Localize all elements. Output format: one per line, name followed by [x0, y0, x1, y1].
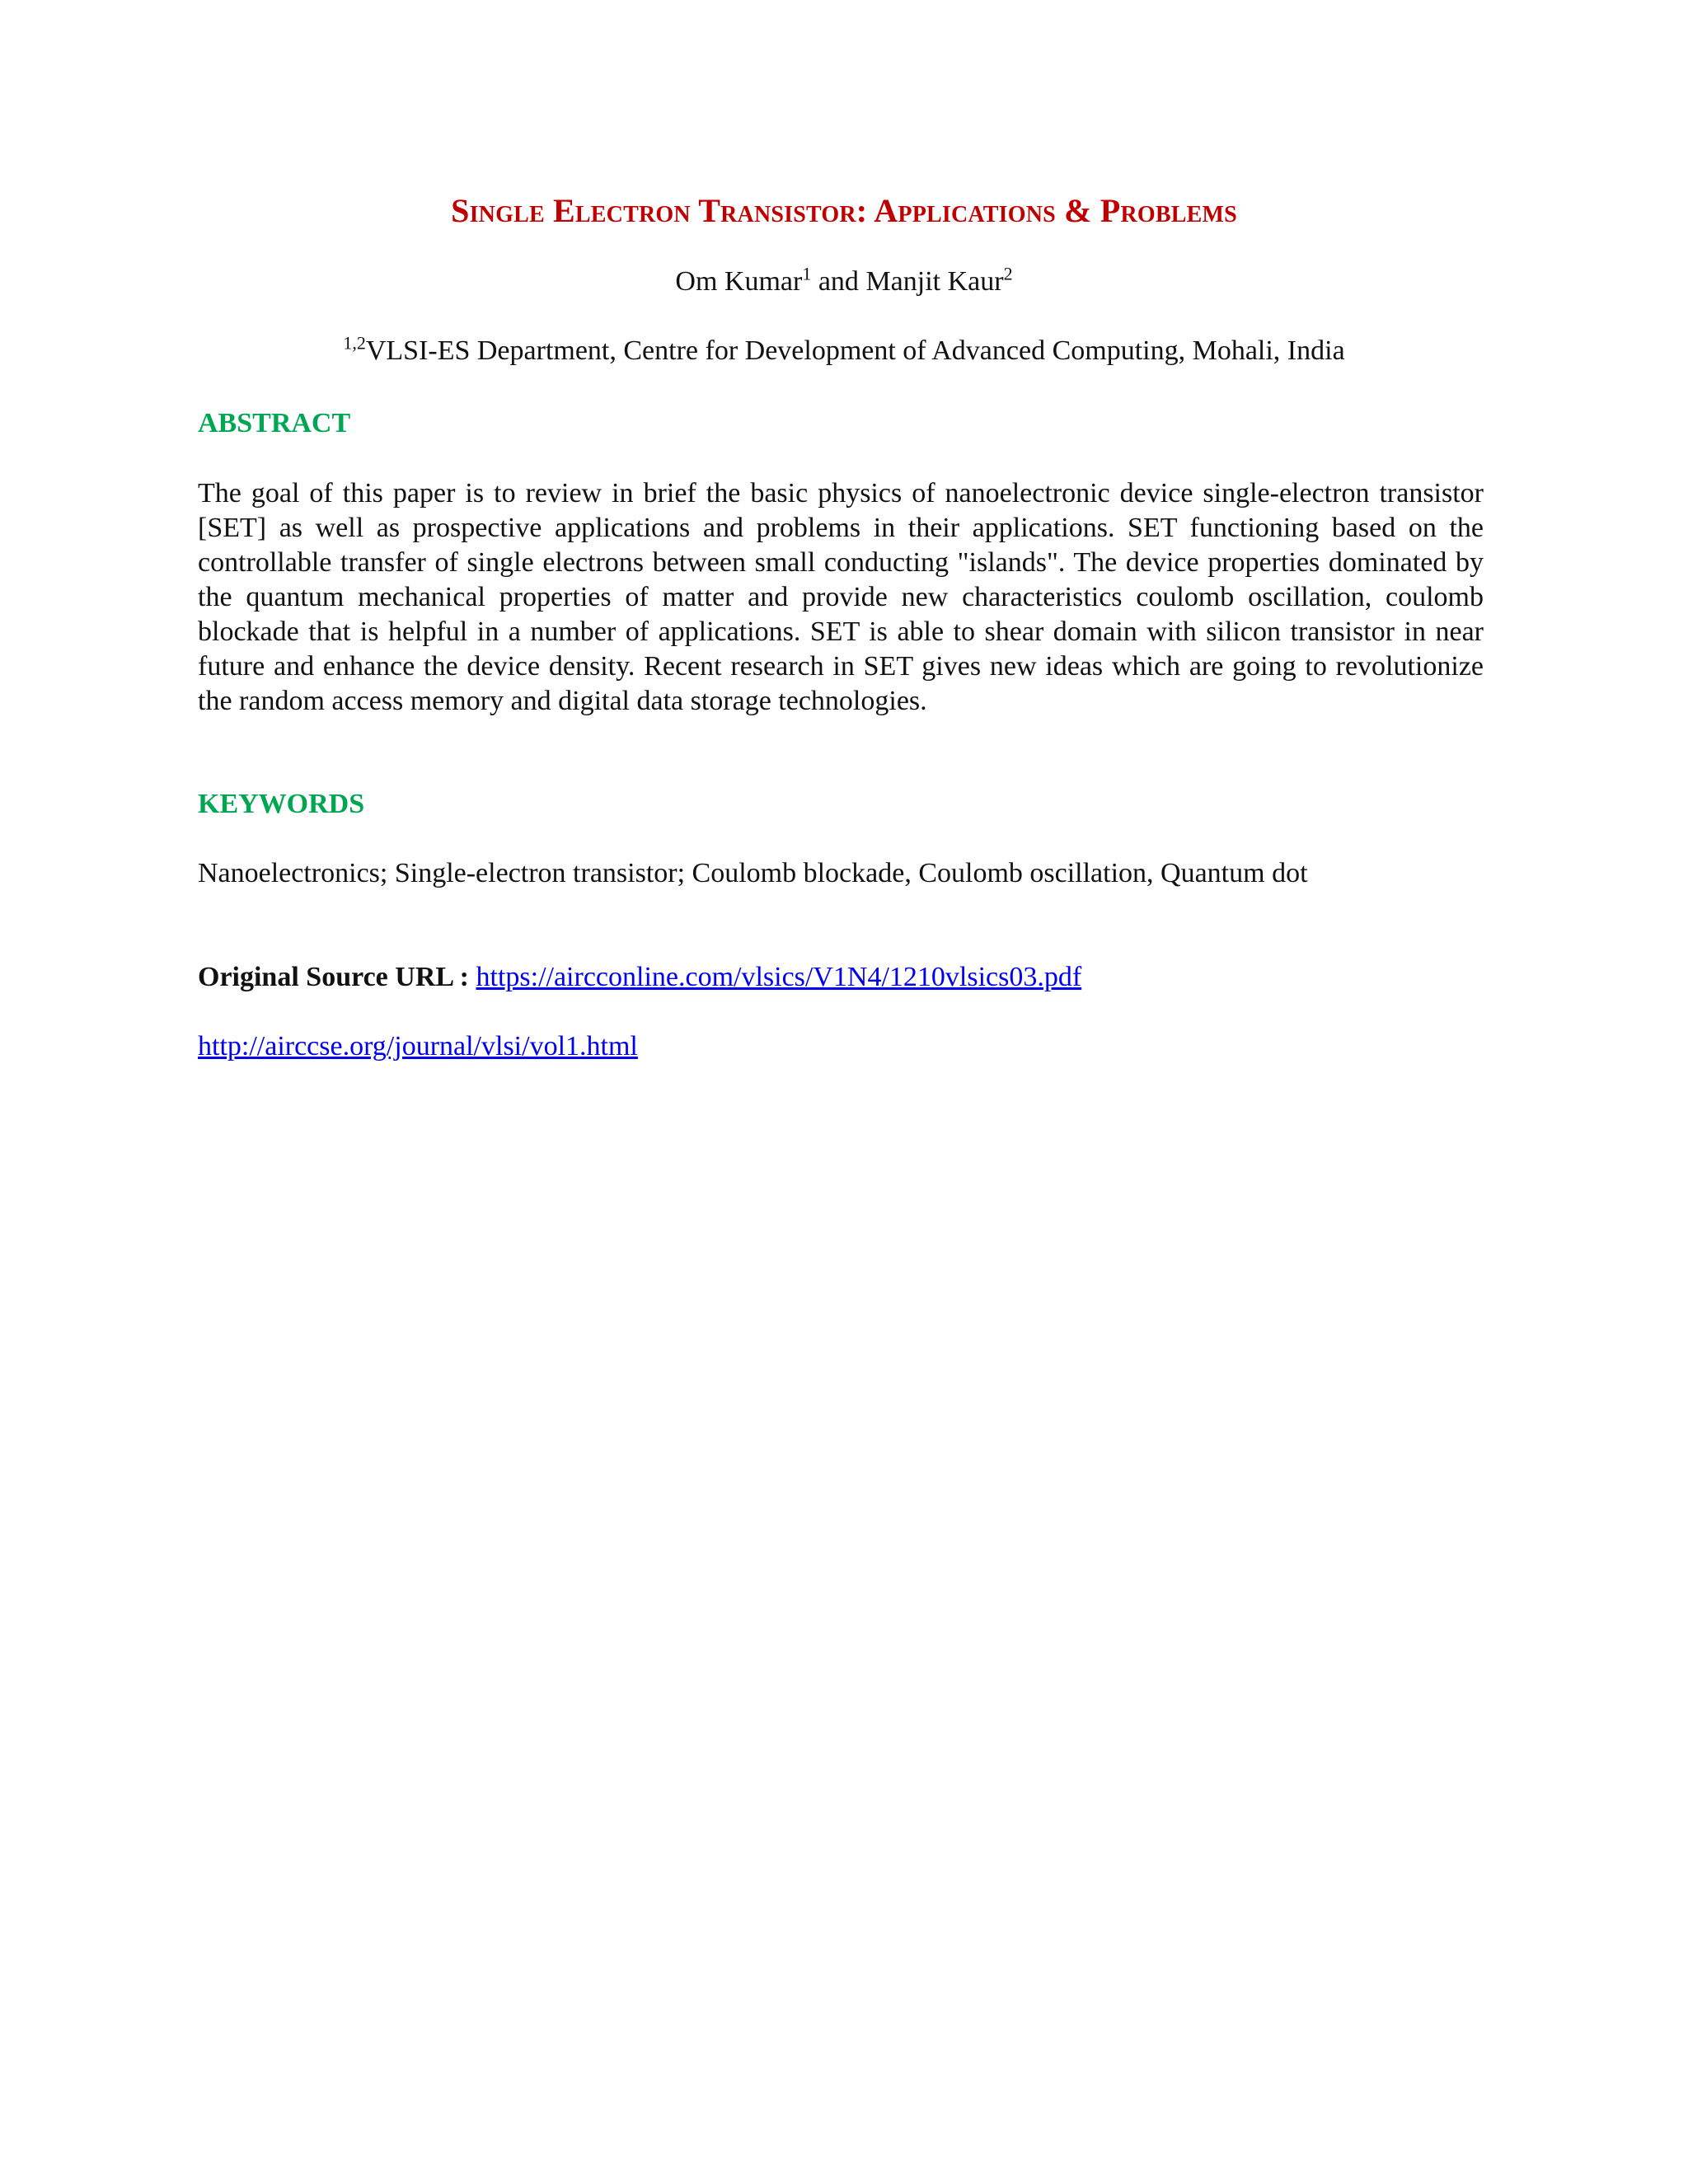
- source-url-line: [198, 961, 1484, 995]
- author-1-name: Om Kumar: [675, 266, 803, 297]
- journal-url-link[interactable]: http://airccse.org/journal/vlsi/vol1.html: [198, 1031, 638, 1062]
- author-2-name: Manjit Kaur: [865, 266, 1004, 297]
- affiliation-line: [0, 332, 1688, 368]
- abstract-heading: ABSTRACT: [198, 408, 351, 438]
- affiliation-text: VLSI-ES Department, Centre for Development of Advanced Computing, Mohali, India: [365, 335, 1345, 366]
- author-line: [0, 265, 1688, 299]
- journal-url-line: [198, 1030, 1484, 1064]
- keywords-body: Nanoelectronics; Single-electron transistor; Coulomb blockade, Coulomb oscillation, Quantum dot: [198, 858, 1308, 888]
- affiliation-mark: 1,2: [343, 332, 366, 354]
- abstract-body: The goal of this paper is to review in brief the basic physics of nanoelectronic device single-electron transistor [SET] as well as prospective applications and problems in their applications. SET functioning based on the controllable transfer of single electrons between small conducting "islands". The device properties dominated by the quantum mechanical properties of matter and provide new characteristics coulomb oscillation, coulomb blockade that is helpful in a number of applications. SET is able to shear domain with silicon transistor in near future and enhance the device density. Recent research in SET gives new ideas which are going to revolutionize the random access memory and digital data storage technologies.: [198, 478, 1484, 716]
- author-2-affiliation-mark: 2: [1003, 263, 1013, 284]
- keywords-heading: KEYWORDS: [198, 789, 365, 819]
- author-1-affiliation-mark: 1: [802, 263, 812, 284]
- author-connector: and: [811, 266, 866, 297]
- paper-title: Single Electron Transistor: Applications & Problems: [451, 192, 1237, 229]
- source-url-link[interactable]: https://aircconline.com/vlsics/V1N4/1210vlsics03.pdf: [476, 962, 1082, 992]
- source-url-label: Original Source URL :: [198, 962, 476, 992]
